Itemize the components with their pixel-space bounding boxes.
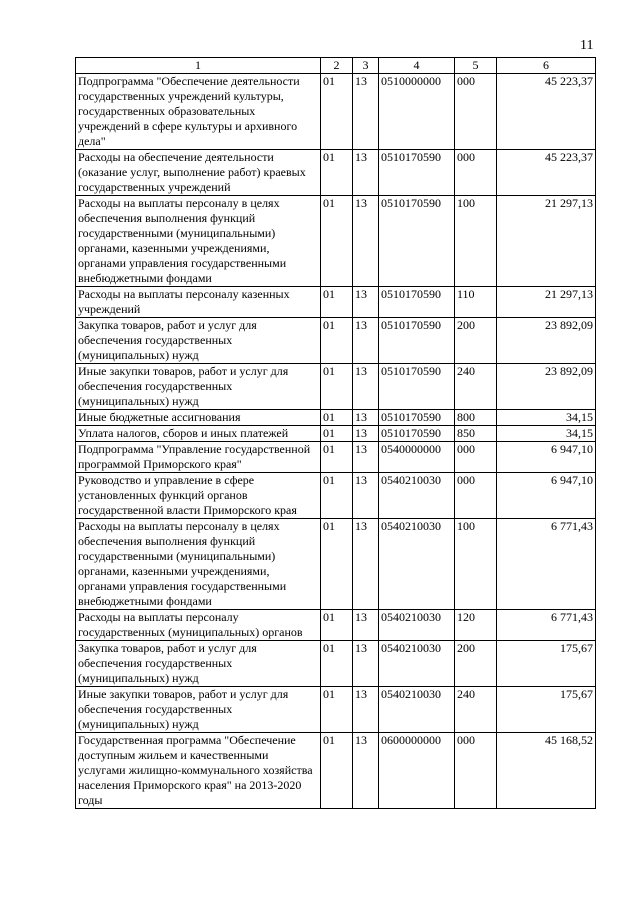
- row-target-code: 0510170590: [379, 426, 455, 442]
- table-row: [76, 74, 596, 150]
- header-row: [76, 58, 596, 74]
- table-row: [76, 473, 596, 519]
- row-expense-type: 000: [455, 442, 497, 473]
- row-amount: 6 771,43: [497, 519, 596, 610]
- row-name: Подпрограмма "Обеспечение деятельности государственных учреждений культуры, государственных образовательных учреждений в сфере культуры и архивного дела": [76, 74, 321, 150]
- row-section: 01: [321, 610, 353, 641]
- row-section: 01: [321, 442, 353, 473]
- row-subsection: 13: [353, 641, 379, 687]
- row-name: Руководство и управление в сфере установленных функций органов государственной власти Приморского края: [76, 473, 321, 519]
- row-target-code: 0510170590: [379, 150, 455, 196]
- row-name: Расходы на обеспечение деятельности (оказание услуг, выполнение работ) краевых государственных учреждений: [76, 150, 321, 196]
- row-section: 01: [321, 196, 353, 287]
- row-amount: 21 297,13: [497, 196, 596, 287]
- row-section: 01: [321, 318, 353, 364]
- row-expense-type: 240: [455, 687, 497, 733]
- table-row: [76, 196, 596, 287]
- table-row: [76, 733, 596, 809]
- row-expense-type: 800: [455, 410, 497, 426]
- row-subsection: 13: [353, 410, 379, 426]
- table-row: [76, 410, 596, 426]
- row-name: Расходы на выплаты персоналу казенных учреждений: [76, 287, 321, 318]
- row-expense-type: 100: [455, 519, 497, 610]
- row-target-code: 0540210030: [379, 473, 455, 519]
- header-col-3: 3: [353, 58, 379, 74]
- row-section: 01: [321, 733, 353, 809]
- row-section: 01: [321, 426, 353, 442]
- row-subsection: 13: [353, 426, 379, 442]
- row-expense-type: 850: [455, 426, 497, 442]
- row-name: Подпрограмма "Управление государственной программой Приморского края": [76, 442, 321, 473]
- row-name: Уплата налогов, сборов и иных платежей: [76, 426, 321, 442]
- row-target-code: 0510000000: [379, 74, 455, 150]
- table-row: [76, 641, 596, 687]
- header-col-4: 4: [379, 58, 455, 74]
- row-amount: 6 947,10: [497, 442, 596, 473]
- table-row: [76, 364, 596, 410]
- row-target-code: 0510170590: [379, 410, 455, 426]
- row-amount: 45 168,52: [497, 733, 596, 809]
- table-row: [76, 610, 596, 641]
- row-name: Расходы на выплаты персоналу в целях обеспечения выполнения функций государственными (муниципальными) органами, казенными учреждениями, органами управления государственными внебюджетными фондами: [76, 196, 321, 287]
- table-row: [76, 687, 596, 733]
- row-subsection: 13: [353, 687, 379, 733]
- header-col-2: 2: [321, 58, 353, 74]
- row-expense-type: 000: [455, 150, 497, 196]
- table-row: [76, 318, 596, 364]
- row-subsection: 13: [353, 610, 379, 641]
- row-subsection: 13: [353, 74, 379, 150]
- row-section: 01: [321, 364, 353, 410]
- row-section: 01: [321, 74, 353, 150]
- page-number: 11: [580, 38, 594, 53]
- row-name: Расходы на выплаты персоналу в целях обеспечения выполнения функций государственными (муниципальными) органами, казенными учреждениями, органами управления государственными внебюджетными фондами: [76, 519, 321, 610]
- row-amount: 21 297,13: [497, 287, 596, 318]
- row-subsection: 13: [353, 473, 379, 519]
- row-expense-type: 110: [455, 287, 497, 318]
- header-col-6: 6: [497, 58, 596, 74]
- row-amount: 34,15: [497, 426, 596, 442]
- row-subsection: 13: [353, 519, 379, 610]
- row-target-code: 0510170590: [379, 287, 455, 318]
- row-name: Закупка товаров, работ и услуг для обеспечения государственных (муниципальных) нужд: [76, 318, 321, 364]
- row-target-code: 0540210030: [379, 687, 455, 733]
- row-name: Государственная программа "Обеспечение доступным жильем и качественными услугами жилищно-коммунального хозяйства населения Приморского края" на 2013-2020 годы: [76, 733, 321, 809]
- row-section: 01: [321, 519, 353, 610]
- header-col-5: 5: [455, 58, 497, 74]
- row-subsection: 13: [353, 287, 379, 318]
- table-row: [76, 426, 596, 442]
- row-expense-type: 000: [455, 733, 497, 809]
- row-target-code: 0510170590: [379, 364, 455, 410]
- row-section: 01: [321, 641, 353, 687]
- row-amount: 175,67: [497, 687, 596, 733]
- row-subsection: 13: [353, 364, 379, 410]
- row-subsection: 13: [353, 442, 379, 473]
- table-row: [76, 150, 596, 196]
- row-section: 01: [321, 687, 353, 733]
- table-row: [76, 442, 596, 473]
- row-target-code: 0510170590: [379, 196, 455, 287]
- row-expense-type: 240: [455, 364, 497, 410]
- row-target-code: 0510170590: [379, 318, 455, 364]
- row-section: 01: [321, 150, 353, 196]
- row-amount: 45 223,37: [497, 150, 596, 196]
- row-target-code: 0540210030: [379, 519, 455, 610]
- row-target-code: 0540210030: [379, 641, 455, 687]
- row-expense-type: 000: [455, 74, 497, 150]
- header-col-1: 1: [76, 58, 321, 74]
- row-expense-type: 100: [455, 196, 497, 287]
- row-target-code: 0540210030: [379, 610, 455, 641]
- row-subsection: 13: [353, 150, 379, 196]
- row-name: Закупка товаров, работ и услуг для обеспечения государственных (муниципальных) нужд: [76, 641, 321, 687]
- row-expense-type: 000: [455, 473, 497, 519]
- row-amount: 45 223,37: [497, 74, 596, 150]
- row-amount: 175,67: [497, 641, 596, 687]
- row-expense-type: 120: [455, 610, 497, 641]
- row-expense-type: 200: [455, 641, 497, 687]
- row-target-code: 0540000000: [379, 442, 455, 473]
- row-amount: 6 947,10: [497, 473, 596, 519]
- row-section: 01: [321, 410, 353, 426]
- row-name: Иные закупки товаров, работ и услуг для обеспечения государственных (муниципальных) нужд: [76, 364, 321, 410]
- row-section: 01: [321, 473, 353, 519]
- row-amount: 34,15: [497, 410, 596, 426]
- row-amount: 23 892,09: [497, 318, 596, 364]
- row-subsection: 13: [353, 196, 379, 287]
- row-name: Иные бюджетные ассигнования: [76, 410, 321, 426]
- row-subsection: 13: [353, 318, 379, 364]
- row-expense-type: 200: [455, 318, 497, 364]
- row-section: 01: [321, 287, 353, 318]
- row-subsection: 13: [353, 733, 379, 809]
- row-target-code: 0600000000: [379, 733, 455, 809]
- row-name: Расходы на выплаты персоналу государственных (муниципальных) органов: [76, 610, 321, 641]
- row-amount: 6 771,43: [497, 610, 596, 641]
- row-name: Иные закупки товаров, работ и услуг для обеспечения государственных (муниципальных) нужд: [76, 687, 321, 733]
- table-row: [76, 519, 596, 610]
- row-amount: 23 892,09: [497, 364, 596, 410]
- table-row: [76, 287, 596, 318]
- budget-table: [75, 57, 596, 809]
